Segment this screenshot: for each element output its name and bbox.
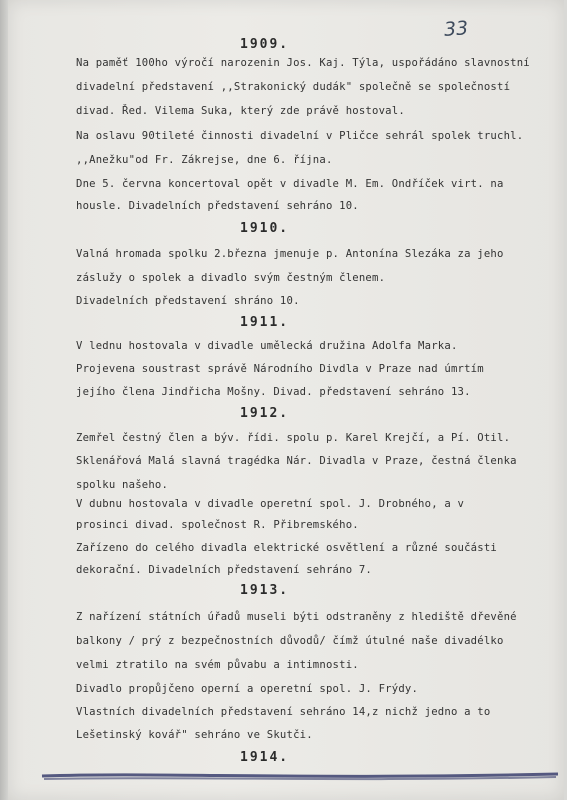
text-line: ,,Anežku"od Fr. Zákrejse, dne 6. října. <box>76 154 333 166</box>
text-line: Projevena soustrast správě Národního Divdla v Praze nad úmrtím <box>76 363 484 375</box>
text-line: Vlastních divadelních představení sehráno 14,z nichž jedno a to <box>76 706 491 718</box>
text-line: Divadelních představení shráno 10. <box>76 295 300 307</box>
text-line: záslužy o spolek a divadlo svým čestným členem. <box>76 272 386 284</box>
ink-strikethrough <box>40 770 560 782</box>
year-heading-1913: 1913. <box>240 583 290 598</box>
year-heading-1912: 1912. <box>240 406 290 421</box>
text-line: spolku našeho. <box>76 479 169 491</box>
typed-page <box>8 0 564 800</box>
year-heading-1911: 1911. <box>240 315 290 330</box>
year-heading-1914: 1914. <box>240 750 290 765</box>
text-line: Na oslavu 90tileté činnosti divadelní v Pličce sehrál spolek truchl. <box>76 130 524 142</box>
text-line: Z nařízení státních úřadů museli býti odstraněny z hlediště dřevěné <box>76 611 517 623</box>
text-line: Na paměť 100ho výročí narozenin Jos. Kaj. Týla, uspořádáno slavnostní <box>76 57 530 69</box>
text-line: prosinci divad. společnost R. Přibremského. <box>76 519 359 531</box>
text-line: V lednu hostovala v divadle umělecká družina Adolfa Marka. <box>76 340 458 352</box>
text-line: Divadlo propůjčeno operní a operetní spol. J. Frýdy. <box>76 683 419 695</box>
text-line: Lešetinský kovář" sehráno ve Skutči. <box>76 729 313 741</box>
text-line: Zemřel čestný člen a býv. řídi. spolu p. Karel Krejčí, a Pí. Otil. <box>76 432 511 444</box>
text-line: divadelní představení ,,Strakonický dudák" společně se společností <box>76 81 511 93</box>
year-heading-1910: 1910. <box>240 221 290 236</box>
text-line: balkony / prý z bezpečnostních důvodů/ čímž útulné naše divadélko <box>76 635 504 647</box>
text-line: Zařízeno do celého divadla elektrické osvětlení a různé součásti <box>76 542 497 554</box>
text-line: jejího člena Jindřicha Mošny. Divad. představení sehráno 13. <box>76 386 471 398</box>
text-line: housle. Divadelních představení sehráno 10. <box>76 200 359 212</box>
text-line: Dne 5. června koncertoval opět v divadle M. Em. Ondříček virt. na <box>76 178 504 190</box>
text-line: velmi ztratilo na svém půvabu a intimnosti. <box>76 659 359 671</box>
text-line: dekorační. Divadelních představení sehráno 7. <box>76 564 373 576</box>
text-line: V dubnu hostovala v divadle operetní spol. J. Drobného, a v <box>76 498 465 510</box>
text-line: Sklenářová Malá slavná tragédka Nár. Divadla v Praze, čestná členka <box>76 455 517 467</box>
handwritten-page-number: 33 <box>443 17 469 41</box>
text-line: Valná hromada spolku 2.března jmenuje p. Antonína Slezáka za jeho <box>76 248 504 260</box>
year-heading-1909: 1909. <box>240 37 290 52</box>
text-line: divad. Řed. Vilema Suka, který zde právě hostoval. <box>76 105 405 117</box>
